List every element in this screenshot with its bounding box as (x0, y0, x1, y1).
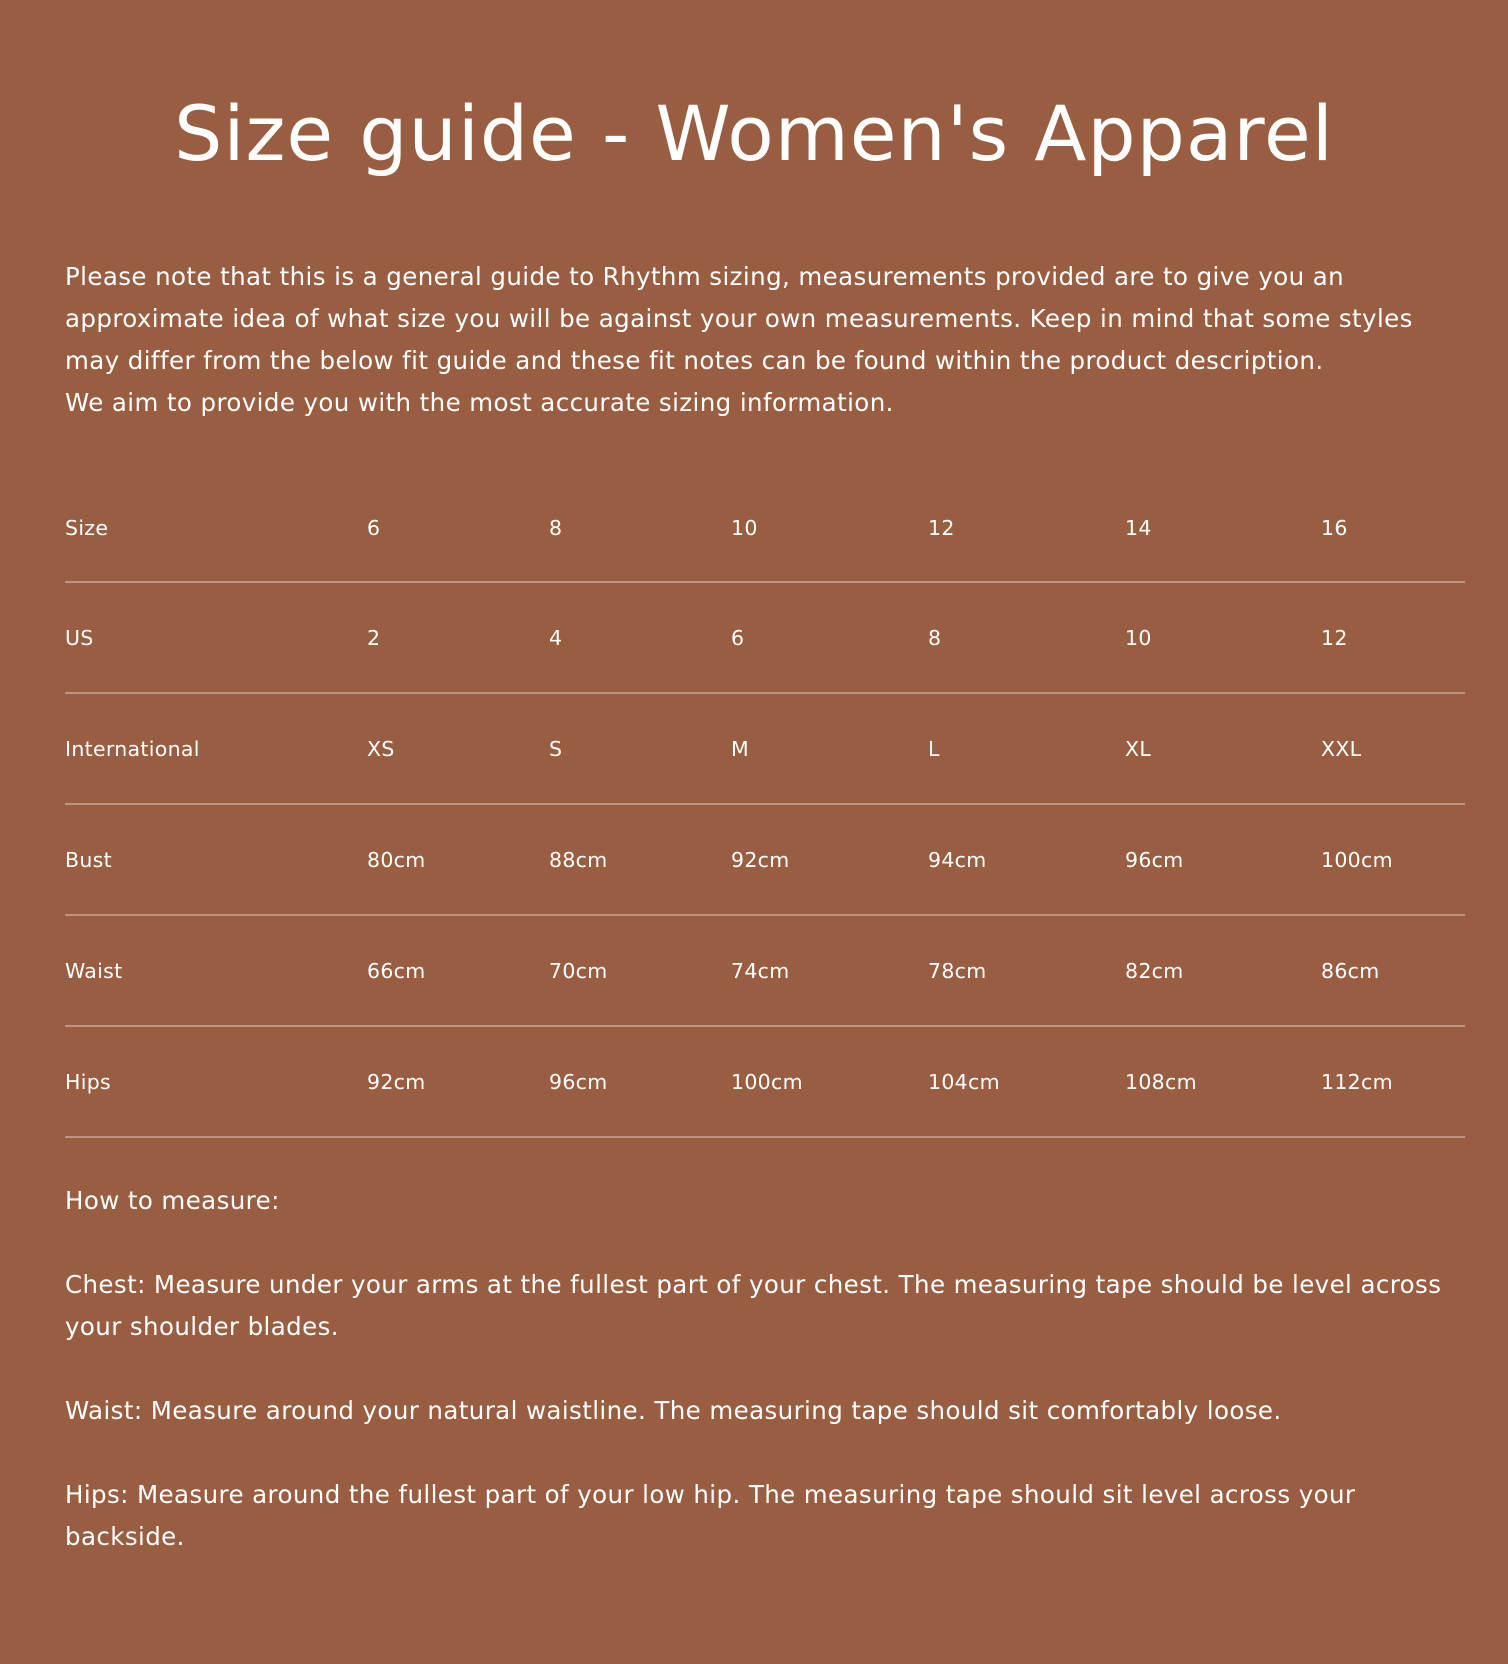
table-row-us (65, 582, 1465, 693)
hips-instructions: Hips: Measure around the fullest part of your low hip. The measuring tape should sit level across your backside. (65, 1480, 1356, 1551)
table-cell: 2 (367, 582, 549, 693)
table-cell: 100cm (1321, 804, 1465, 915)
table-cell: 6 (731, 582, 928, 693)
table-row-bust (65, 804, 1465, 915)
row-label: Waist (65, 915, 367, 1026)
table-cell: 6 (367, 474, 549, 582)
table-cell: 112cm (1321, 1026, 1465, 1137)
table-cell: 100cm (731, 1026, 928, 1137)
row-label: Size (65, 474, 367, 582)
row-label: Hips (65, 1026, 367, 1137)
table-cell: 12 (928, 474, 1125, 582)
table-cell: S (549, 693, 731, 804)
table-cell: L (928, 693, 1125, 804)
table-row-size (65, 474, 1465, 582)
table-cell: 12 (1321, 582, 1465, 693)
row-label: Bust (65, 804, 367, 915)
table-cell: M (731, 693, 928, 804)
intro-paragraph: We aim to provide you with the most accurate sizing information. (65, 388, 894, 417)
table-cell: XXL (1321, 693, 1465, 804)
table-cell: 8 (549, 474, 731, 582)
table-cell: 108cm (1125, 1026, 1321, 1137)
table-cell: XS (367, 693, 549, 804)
table-cell: 8 (928, 582, 1125, 693)
table-cell: 16 (1321, 474, 1465, 582)
table-cell: 82cm (1125, 915, 1321, 1026)
table-cell: 96cm (549, 1026, 731, 1137)
size-table (65, 474, 1465, 1138)
table-cell: 10 (1125, 582, 1321, 693)
table-cell: 86cm (1321, 915, 1465, 1026)
intro-text (65, 256, 1465, 424)
table-cell: 14 (1125, 474, 1321, 582)
table-cell: 74cm (731, 915, 928, 1026)
table-cell: XL (1125, 693, 1321, 804)
table-cell: 80cm (367, 804, 549, 915)
how-to-measure-section (65, 1180, 1465, 1558)
table-cell: 66cm (367, 915, 549, 1026)
table-cell: 78cm (928, 915, 1125, 1026)
table-cell: 10 (731, 474, 928, 582)
table-row-international (65, 693, 1465, 804)
table-cell: 70cm (549, 915, 731, 1026)
page-title: Size guide - Women's Apparel (174, 89, 1334, 178)
table-cell: 92cm (367, 1026, 549, 1137)
waist-instructions: Waist: Measure around your natural waistline. The measuring tape should sit comfortably loose. (65, 1396, 1282, 1425)
how-to-measure-heading: How to measure: (65, 1186, 280, 1215)
table-cell: 92cm (731, 804, 928, 915)
chest-instructions: Chest: Measure under your arms at the fullest part of your chest. The measuring tape should be level across your shoulder blades. (65, 1270, 1442, 1341)
table-cell: 94cm (928, 804, 1125, 915)
row-label: US (65, 582, 367, 693)
table-cell: 88cm (549, 804, 731, 915)
table-row-hips (65, 1026, 1465, 1137)
row-label: International (65, 693, 367, 804)
table-cell: 96cm (1125, 804, 1321, 915)
table-cell: 104cm (928, 1026, 1125, 1137)
intro-paragraph: Please note that this is a general guide to Rhythm sizing, measurements provided are to give you an approximate idea of what size you will be against your own measurements. Keep in mind that some styles may differ from the below fit guide and these fit notes can be found within the product description. (65, 262, 1413, 375)
table-cell: 4 (549, 582, 731, 693)
table-row-waist (65, 915, 1465, 1026)
